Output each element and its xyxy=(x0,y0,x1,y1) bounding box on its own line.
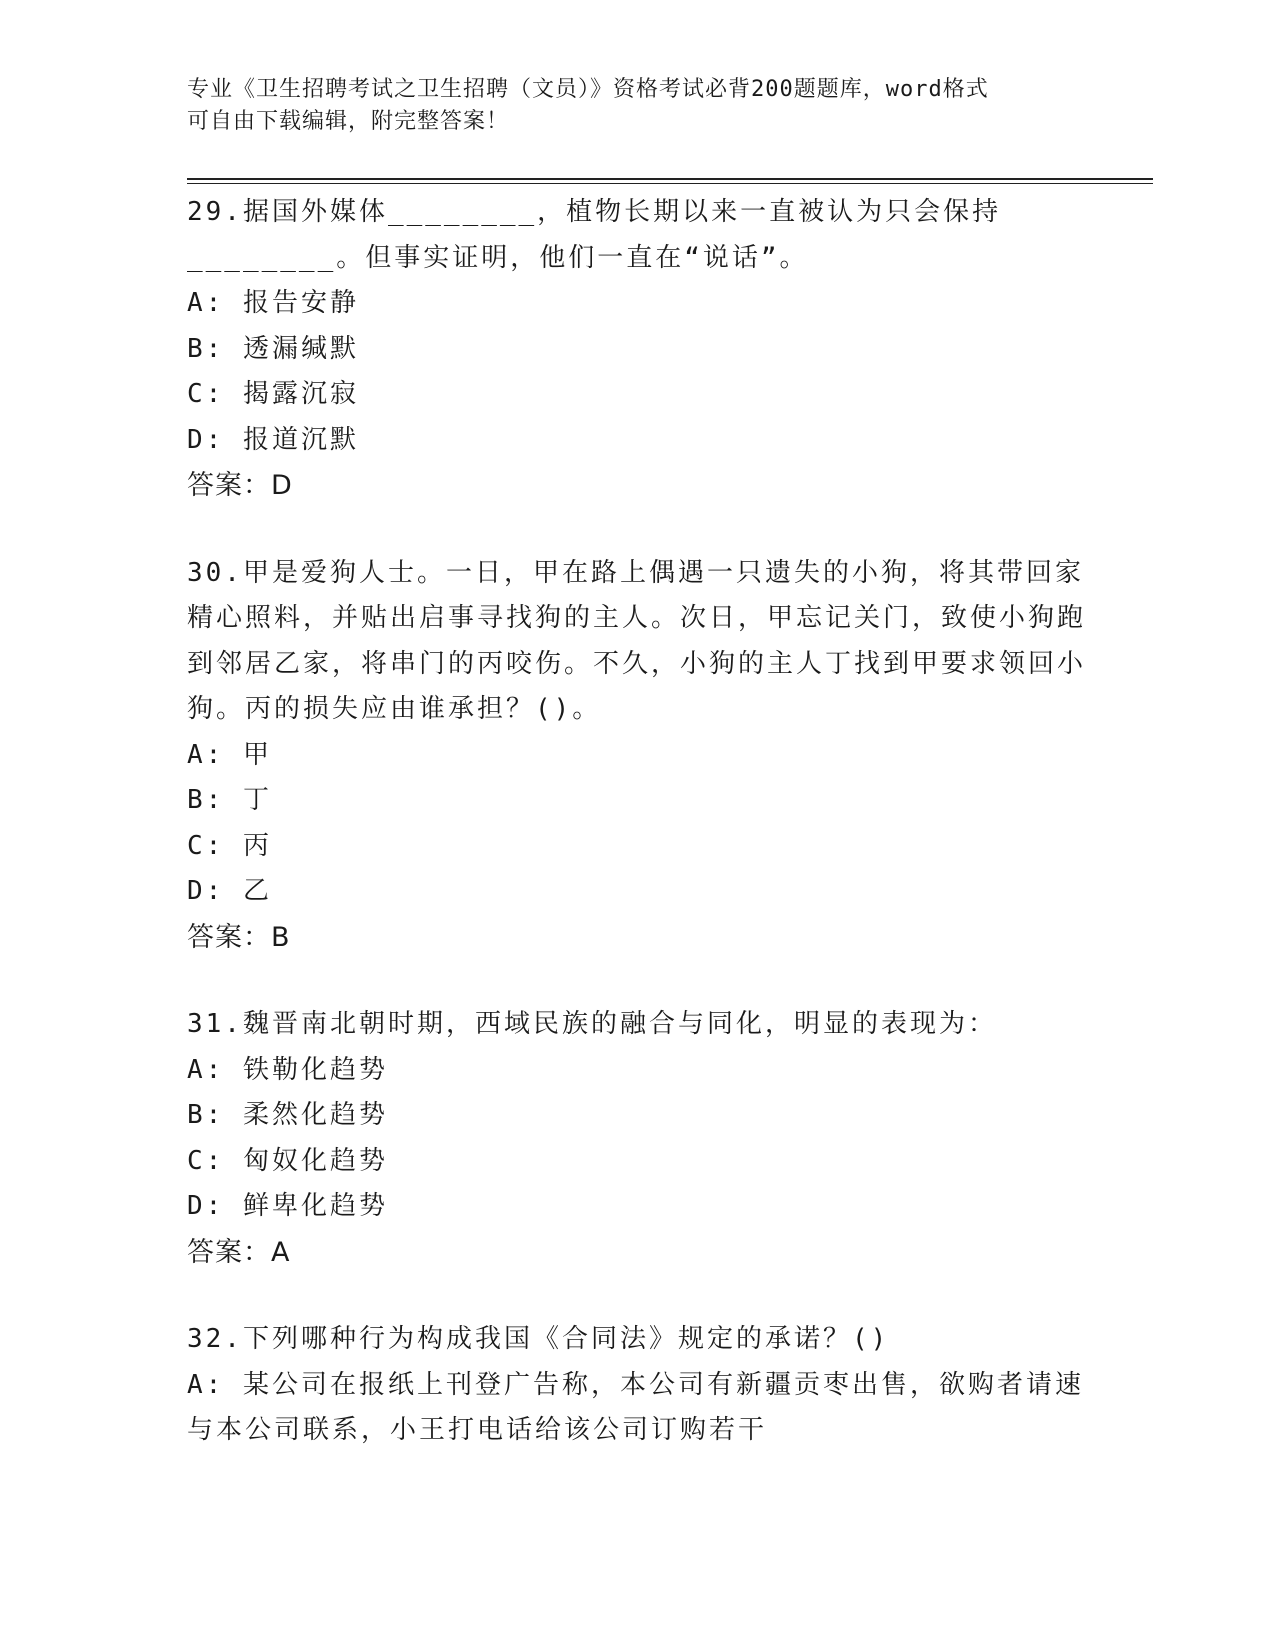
question-30 xyxy=(187,551,1087,961)
option-b: B: 柔然化趋势 xyxy=(187,1100,388,1130)
option-a: A: 某公司在报纸上刊登广告称，本公司有新疆贡枣出售，欲购者请速与本公司联系，小王打电话给该公司订购若干 xyxy=(187,1369,1084,1445)
option-c: C: 匈奴化趋势 xyxy=(187,1145,388,1176)
option-b: B: 透漏缄默 xyxy=(187,333,359,364)
question-32 xyxy=(187,1317,1087,1454)
option-d: D: 鲜卑化趋势 xyxy=(187,1191,388,1221)
question-29 xyxy=(187,190,1087,509)
option-c: C: 揭露沉寂 xyxy=(187,379,359,409)
question-31 xyxy=(187,1002,1087,1275)
option-c: C: 丙 xyxy=(187,830,272,861)
option-b: B: 丁 xyxy=(187,785,272,815)
question-list xyxy=(187,190,1087,1496)
option-a: A: 报告安静 xyxy=(187,288,359,318)
answer-line: 答案：B xyxy=(187,921,291,953)
question-stem: 29.据国外媒体________，植物长期以来一直被认为只会保持________。但事实证明，他们一直在“说话”。 xyxy=(187,197,1002,273)
option-d: D: 乙 xyxy=(187,876,272,906)
header-line-1: 专业《卫生招聘考试之卫生招聘（文员）》资格考试必背200题题库，word格式 xyxy=(187,77,989,102)
document-header xyxy=(187,74,1067,138)
answer-line: 答案：D xyxy=(187,470,293,501)
option-a: A: 铁勒化趋势 xyxy=(187,1054,388,1085)
header-divider-thin xyxy=(187,183,1153,184)
header-divider-thick xyxy=(187,178,1153,180)
header-line-2: 可自由下载编辑，附完整答案！ xyxy=(187,109,510,134)
question-stem: 30.甲是爱狗人士。一日，甲在路上偶遇一只遗失的小狗，将其带回家精心照料，并贴出启事寻找狗的主人。次日，甲忘记关门，致使小狗跑到邻居乙家，将串门的丙咬伤。不久，小狗的主人丁找到甲要求领回小狗。丙的损失应由谁承担？()。 xyxy=(187,557,1087,724)
option-d: D: 报道沉默 xyxy=(187,424,359,455)
option-a: A: 甲 xyxy=(187,739,272,770)
answer-line: 答案：A xyxy=(187,1236,291,1268)
question-stem: 32.下列哪种行为构成我国《合同法》规定的承诺？() xyxy=(187,1324,890,1354)
question-stem: 31.魏晋南北朝时期，西域民族的融合与同化，明显的表现为： xyxy=(187,1009,997,1039)
